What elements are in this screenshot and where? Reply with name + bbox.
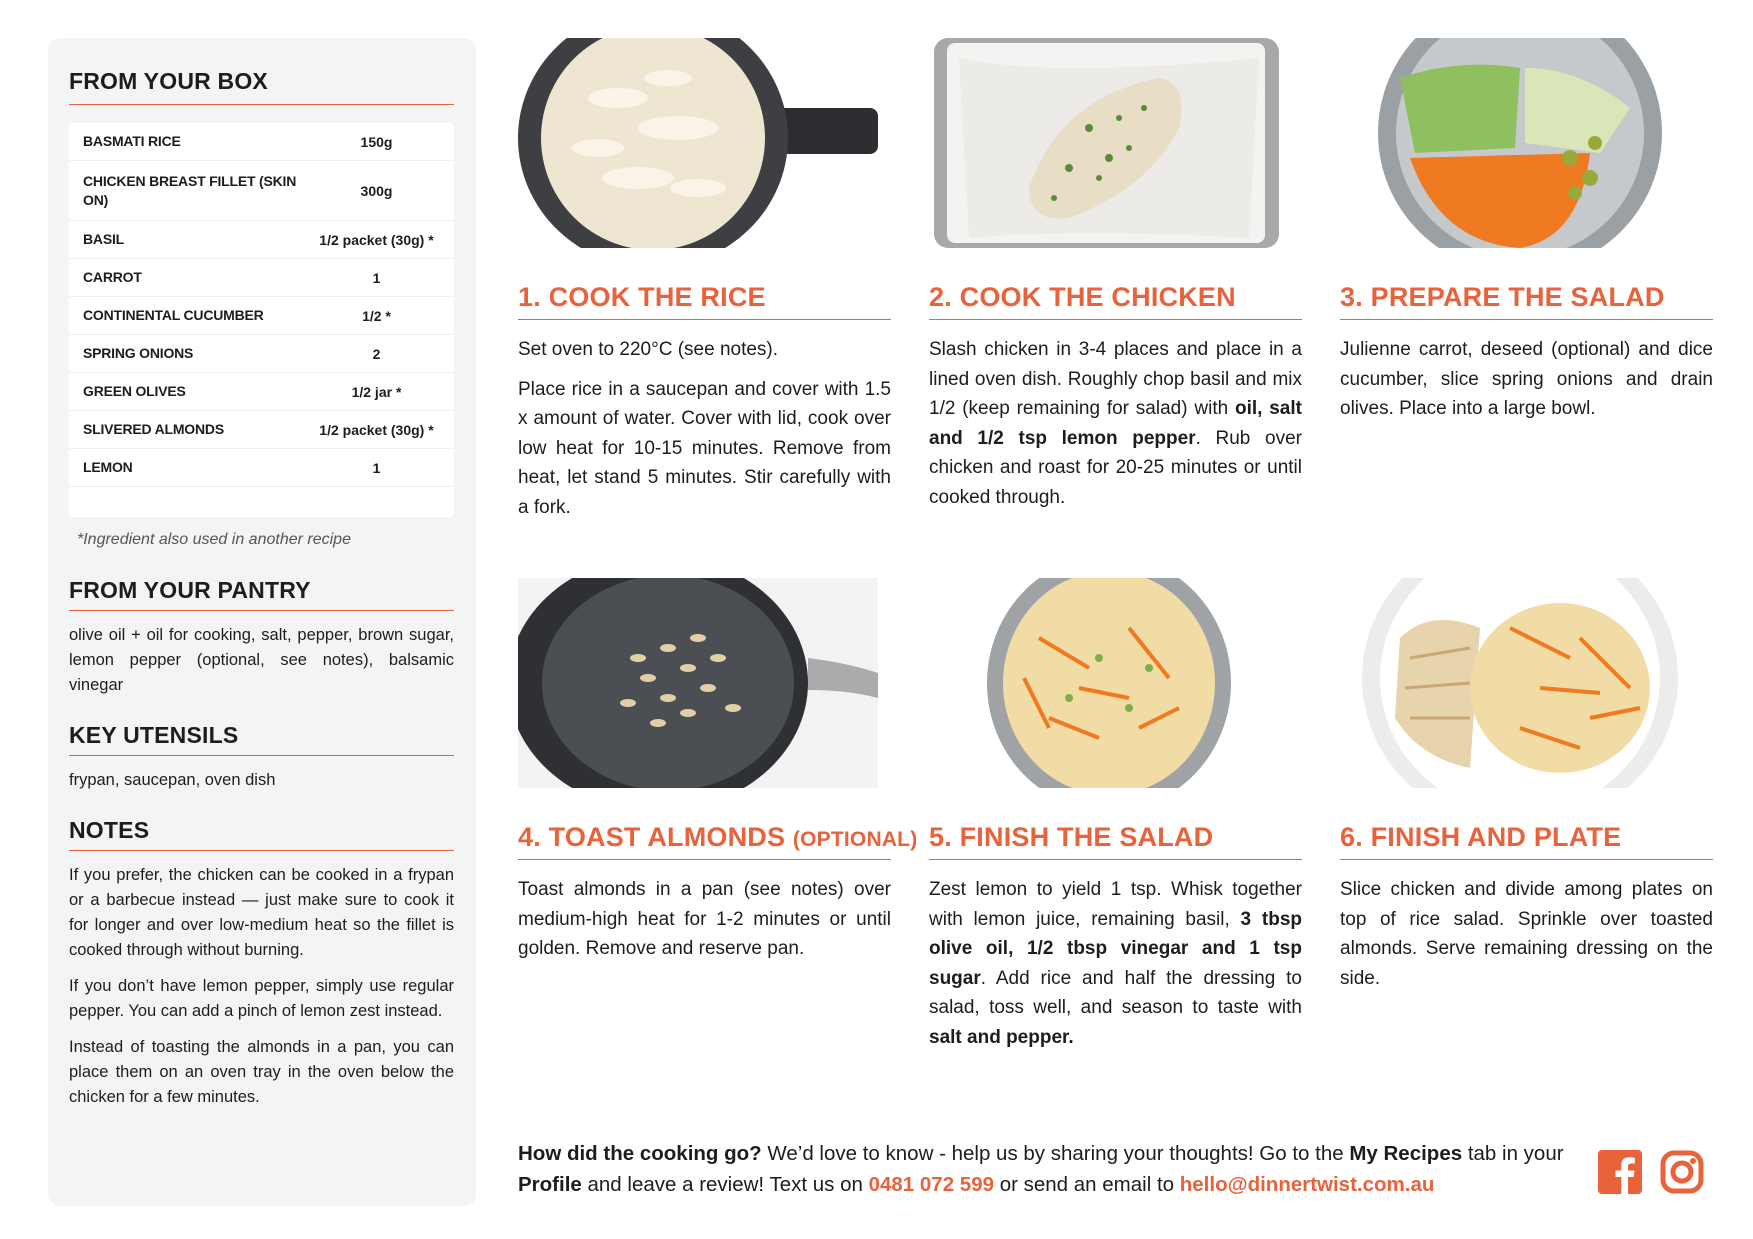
step-paragraph: Slice chicken and divide among plates on top of rice salad. Sprinkle over toasted almonds. Serve remaining dressing on the side. bbox=[1340, 879, 1713, 989]
note-paragraph: Instead of toasting the almonds in a pan, you can place them on an oven tray in the oven below the chicken for a few minutes. bbox=[69, 1038, 454, 1106]
step-paragraph: Slash chicken in 3-4 places and place in a lined oven dish. Roughly chop basil and mix 1/2 (keep remaining for salad) with oil, salt and 1/2 tsp lemon pepper. Rub over chicken and roast for 20-25 minutes or until cooked through. bbox=[929, 339, 1302, 508]
step-paragraph: Julienne carrot, deseed (optional) and dice cucumber, slice spring onions and drain olives. Place into a large bowl. bbox=[1340, 339, 1713, 419]
social-links bbox=[1598, 1150, 1704, 1194]
ingredient-row bbox=[69, 449, 454, 487]
ingredient-qty: 1 bbox=[372, 269, 381, 286]
facebook-icon[interactable] bbox=[1598, 1150, 1642, 1194]
ingredient-row bbox=[69, 123, 454, 161]
step-body bbox=[518, 335, 891, 522]
ingredient-row bbox=[69, 297, 454, 335]
step-body bbox=[1340, 335, 1713, 424]
ingredient-qty: 1/2 * bbox=[362, 307, 391, 324]
ingredient-name: CONTINENTAL CUCUMBER bbox=[83, 307, 264, 323]
step-paragraph: Set oven to 220°C (see notes). bbox=[518, 339, 779, 360]
almonds-pan-photo bbox=[518, 578, 878, 788]
note-paragraph: If you prefer, the chicken can be cooked in a frypan or a barbecue instead — just make sure to cook it for longer and over low-medium heat so the fillet is cooked through without burning. bbox=[69, 866, 454, 959]
step-paragraph: Place rice in a saucepan and cover with 1.5 x amount of water. Cover with lid, cook over low heat for 10-15 minutes. Remove from heat, let stand 5 minutes. Stir carefully with a fork. bbox=[518, 378, 891, 518]
step-body bbox=[1340, 875, 1713, 993]
note-paragraph: If you don’t have lemon pepper, simply use regular pepper. You can add a pinch of lemon zest instead. bbox=[69, 977, 454, 1020]
ingredient-footnote: *Ingredient also used in another recipe bbox=[77, 531, 351, 548]
phone-link[interactable]: 0481 072 599 bbox=[868, 1173, 994, 1196]
notes-title: NOTES bbox=[69, 817, 454, 851]
profile-link[interactable]: Profile bbox=[518, 1173, 582, 1196]
rice-pan-photo bbox=[518, 38, 878, 248]
ingredient-name: SLIVERED ALMONDS bbox=[83, 421, 224, 437]
step-title: 6. FINISH AND PLATE bbox=[1340, 822, 1713, 860]
mixed-salad-photo bbox=[929, 578, 1289, 788]
step-body bbox=[929, 875, 1302, 1052]
ingredient-row bbox=[69, 259, 454, 297]
instagram-icon[interactable] bbox=[1660, 1150, 1704, 1194]
plated-dish-photo bbox=[1340, 578, 1700, 788]
step-title: 3. PREPARE THE SALAD bbox=[1340, 282, 1713, 320]
chicken-dish-photo bbox=[929, 38, 1289, 248]
step-3 bbox=[1340, 38, 1713, 434]
ingredient-qty: 2 bbox=[372, 345, 381, 362]
step-title: 5. FINISH THE SALAD bbox=[929, 822, 1302, 860]
ingredient-name: BASIL bbox=[83, 231, 125, 247]
email-link[interactable]: hello@dinnertwist.com.au bbox=[1179, 1173, 1435, 1196]
step-paragraph: Zest lemon to yield 1 tsp. Whisk together with lemon juice, remaining basil, 3 tbsp olive oil, 1/2 tbsp vinegar and 1 tsp sugar. Add rice and half the dressing to salad, toss well, and season to taste with salt and pepper. bbox=[929, 879, 1302, 1048]
step-paragraph: Toast almonds in a pan (see notes) over medium-high heat for 1-2 minutes or until golden. Remove and reserve pan. bbox=[518, 879, 891, 959]
step-1 bbox=[518, 38, 891, 532]
ingredient-row bbox=[69, 221, 454, 259]
step-title: 2. COOK THE CHICKEN bbox=[929, 282, 1302, 320]
ingredient-name: CHICKEN BREAST FILLET (SKIN ON) bbox=[83, 172, 297, 208]
ingredient-name: GREEN OLIVES bbox=[83, 383, 186, 399]
ingredient-name: SPRING ONIONS bbox=[83, 345, 194, 361]
ingredient-name: BASMATI RICE bbox=[83, 133, 181, 149]
ingredient-name: LEMON bbox=[83, 459, 133, 475]
pantry-title: FROM YOUR PANTRY bbox=[69, 577, 454, 611]
ingredient-row bbox=[69, 335, 454, 373]
ingredient-qty: 1/2 jar * bbox=[351, 383, 402, 400]
feedback-question: How did the cooking go? bbox=[518, 1142, 762, 1165]
ingredient-qty: 150g bbox=[360, 133, 393, 150]
pantry-text: olive oil + oil for cooking, salt, pepper, brown sugar, lemon pepper (optional, see notes), balsamic vinegar bbox=[69, 626, 454, 694]
pantry-section bbox=[69, 577, 454, 698]
sidebar bbox=[48, 38, 476, 1206]
utensils-title: KEY UTENSILS bbox=[69, 722, 454, 756]
step-5 bbox=[929, 578, 1302, 1062]
ingredient-qty: 300g bbox=[360, 182, 393, 199]
step-body bbox=[929, 335, 1302, 512]
ingredient-qty: 1/2 packet (30g) * bbox=[319, 421, 434, 438]
utensils-section bbox=[69, 722, 454, 793]
feedback-footer: How did the cooking go? We’d love to know - help us by sharing your thoughts! Go to the My Recipes tab in your Profile and leave a review! Text us on 0481 072 599 or send an email to hello@dinnertwist.com.au bbox=[518, 1142, 1564, 1196]
ingredient-name: CARROT bbox=[83, 269, 142, 285]
step-6 bbox=[1340, 578, 1713, 1003]
ingredient-row bbox=[69, 161, 454, 221]
step-body bbox=[518, 875, 891, 964]
my-recipes-link[interactable]: My Recipes bbox=[1349, 1142, 1463, 1165]
step-title: 4. TOAST ALMONDS (OPTIONAL) bbox=[518, 822, 891, 860]
ingredient-row bbox=[69, 373, 454, 411]
ingredients-table bbox=[69, 123, 454, 517]
notes-section bbox=[69, 817, 454, 1110]
step-title: 1. COOK THE RICE bbox=[518, 282, 891, 320]
ingredient-qty: 1/2 packet (30g) * bbox=[319, 231, 434, 248]
salad-bowl-photo bbox=[1340, 38, 1700, 248]
box-title: FROM YOUR BOX bbox=[69, 68, 454, 105]
ingredient-row bbox=[69, 411, 454, 449]
ingredient-qty: 1 bbox=[372, 459, 381, 476]
step-4 bbox=[518, 578, 918, 974]
utensils-text: frypan, saucepan, oven dish bbox=[69, 771, 276, 789]
step-2 bbox=[929, 38, 1302, 522]
